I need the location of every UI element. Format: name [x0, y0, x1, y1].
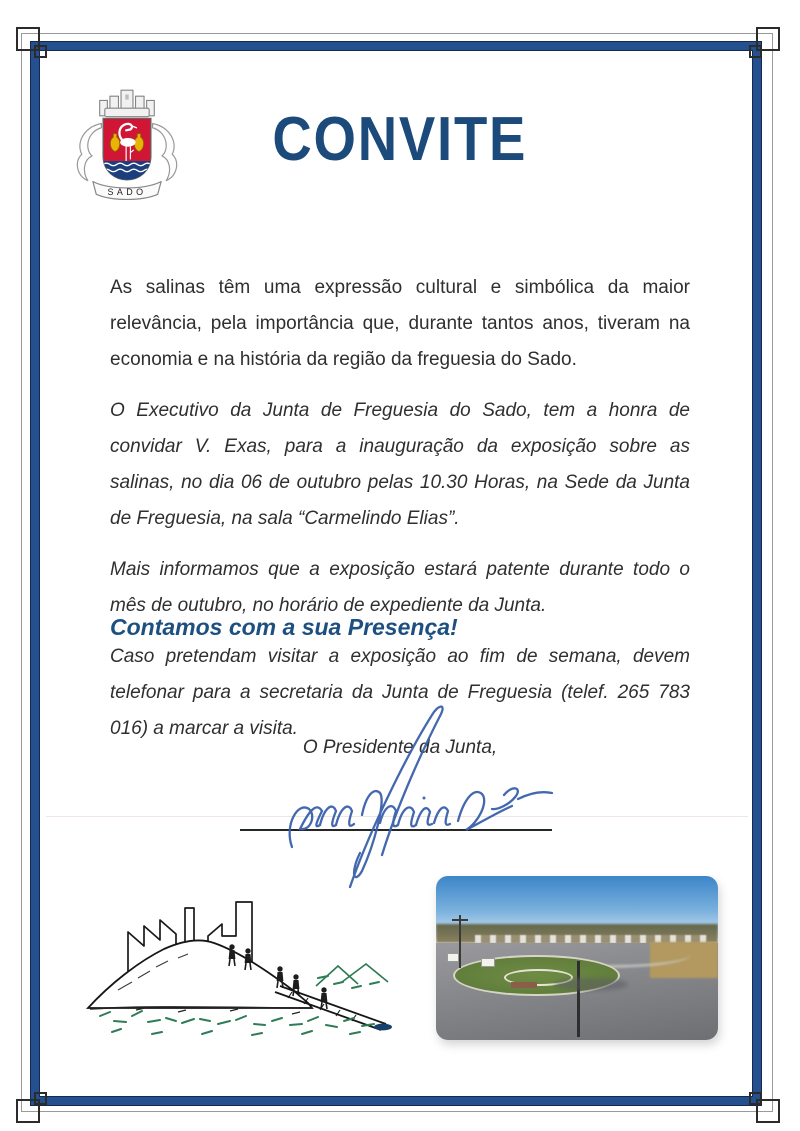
water-blob [374, 1024, 392, 1031]
salinas-drawing [82, 874, 404, 1044]
banner-scroll-icon [93, 182, 161, 200]
page-title: CONVITE [272, 105, 528, 174]
signature-underline [240, 829, 552, 831]
photo-road-shadow [554, 978, 627, 991]
crest-banner-text: SADO [107, 187, 147, 198]
signature-title: O Presidente da Junta, [302, 737, 498, 758]
corner-ornament-bottom-left-small [34, 1092, 47, 1105]
letter-body [110, 270, 690, 762]
photo-island-planter [511, 982, 537, 988]
paragraph-duration: Mais informamos que a exposição estará patente durante todo o mês de outubro, no horário de expediente da Junta. [110, 559, 690, 616]
roundabout-photo [436, 876, 718, 1040]
paragraph-weekend-visits: Caso pretendam visitar a exposição ao fim de semana, devem telefonar para a secretaria da Junta de Freguesia (telef. 265 783 016) a marcar a visita. [110, 646, 690, 739]
paragraph-intro: As salinas têm uma expressão cultural e simbólica da maior relevância, pela importância que, durante tantos anos, tiveram na economia e na história da região da freguesia do Sado. [110, 277, 690, 370]
paragraph-invitation: O Executivo da Junta de Freguesia do Sado, tem a honra de convidar V. Exas, para a inauguração da exposição sobre as salinas, no dia 06 de outubro pelas 10.30 Horas, na Sede da Junta de Freguesia, na sala “Carmelindo Elias”. [110, 400, 690, 529]
photo-sign-board [447, 953, 459, 962]
scan-artifact-line [46, 816, 748, 817]
corner-ornament-top-left-small [34, 45, 47, 58]
photo-utility-pole-crossbar [452, 919, 468, 921]
corner-ornament-bottom-right-small [749, 1092, 762, 1105]
photo-utility-pole [459, 915, 461, 967]
closing-line: Contamos com a sua Presença! [110, 614, 458, 640]
photo-sign-pole [577, 961, 580, 1036]
photo-sign-board-2 [481, 958, 495, 967]
corner-ornament-top-right-small [749, 45, 762, 58]
